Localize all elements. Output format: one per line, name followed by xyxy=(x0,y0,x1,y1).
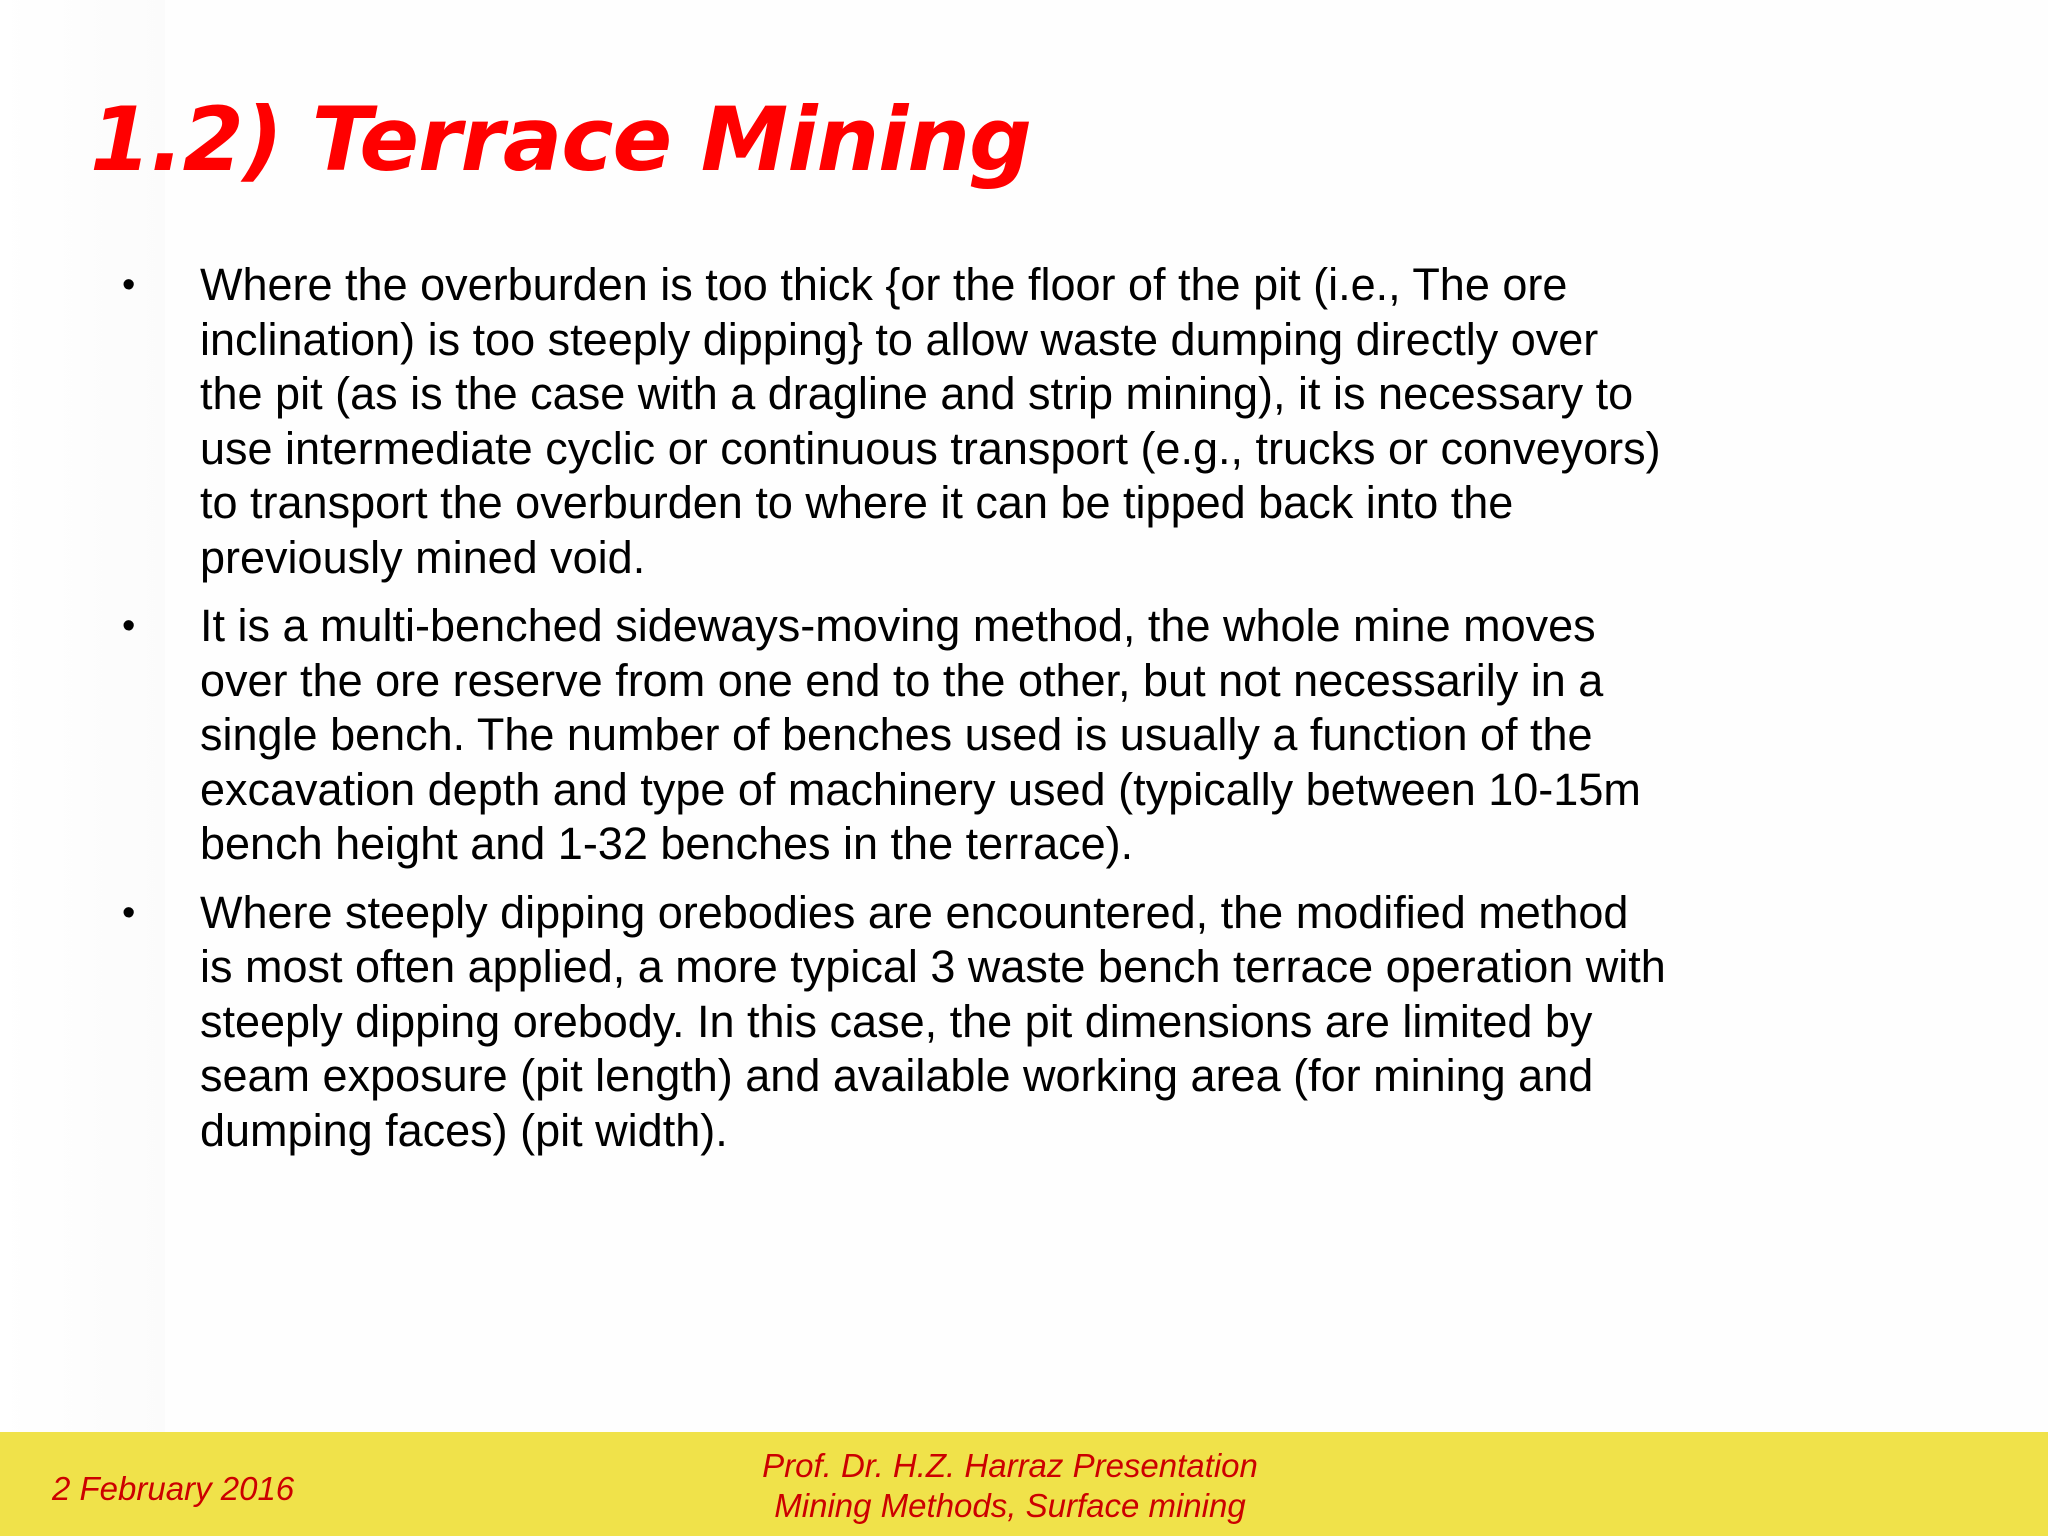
bullet-text-line: dumping faces) (pit width). xyxy=(200,1104,728,1156)
footer-caption xyxy=(0,1446,2020,1526)
bullet-text-line: excavation depth and type of machinery used (typically between 10-15m xyxy=(200,763,1641,815)
bullet-text-line: inclination) is too steeply dipping} to allow waste dumping directly over xyxy=(200,313,1599,365)
bullet-text-line: bench height and 1-32 benches in the terrace). xyxy=(200,818,1134,869)
footer-date: 2 February 2016 xyxy=(52,1470,295,1507)
bullet-item-2 xyxy=(120,599,1930,872)
bullet-dot-icon: • xyxy=(122,891,136,934)
footer-presenter: Prof. Dr. H.Z. Harraz Presentation xyxy=(762,1447,1258,1484)
bullet-item-3 xyxy=(120,886,1930,1159)
bullet-text-line: previously mined void. xyxy=(200,531,646,583)
bullet-text-line: the pit (as is the case with a dragline and strip mining), it is necessary to xyxy=(200,368,1634,419)
bullet-text-line: over the ore reserve from one end to the other, but not necessarily in a xyxy=(200,654,1604,706)
bullet-list xyxy=(120,258,1930,1172)
slide-title: 1.2) Terrace Mining xyxy=(90,88,1031,191)
bullet-text-line: seam exposure (pit length) and available working area (for mining and xyxy=(200,1050,1594,1101)
footer-topic: Mining Methods, Surface mining xyxy=(774,1487,1246,1524)
bullet-item-1 xyxy=(120,258,1930,585)
bullet-text-line: steeply dipping orebody. In this case, the pit dimensions are limited by xyxy=(200,995,1593,1047)
bullet-dot-icon: • xyxy=(122,605,136,647)
bullet-text-line: use intermediate cyclic or continuous transport (e.g., trucks or conveyors) xyxy=(200,422,1661,474)
bullet-text-line: is most often applied, a more typical 3 waste bench terrace operation with xyxy=(200,941,1666,992)
bullet-text-line: Where the overburden is too thick {or the floor of the pit (i.e., The ore xyxy=(200,259,1568,310)
bullet-text-line: Where steeply dipping orebodies are encountered, the modified method xyxy=(200,886,1629,938)
bullet-text-line: to transport the overburden to where it can be tipped back into the xyxy=(200,477,1514,528)
slide-footer xyxy=(0,1432,2048,1536)
bullet-text-line: It is a multi-benched sideways-moving method, the whole mine moves xyxy=(200,600,1596,651)
bullet-text-line: single bench. The number of benches used is usually a function of the xyxy=(200,709,1593,760)
bullet-dot-icon: • xyxy=(122,264,136,306)
